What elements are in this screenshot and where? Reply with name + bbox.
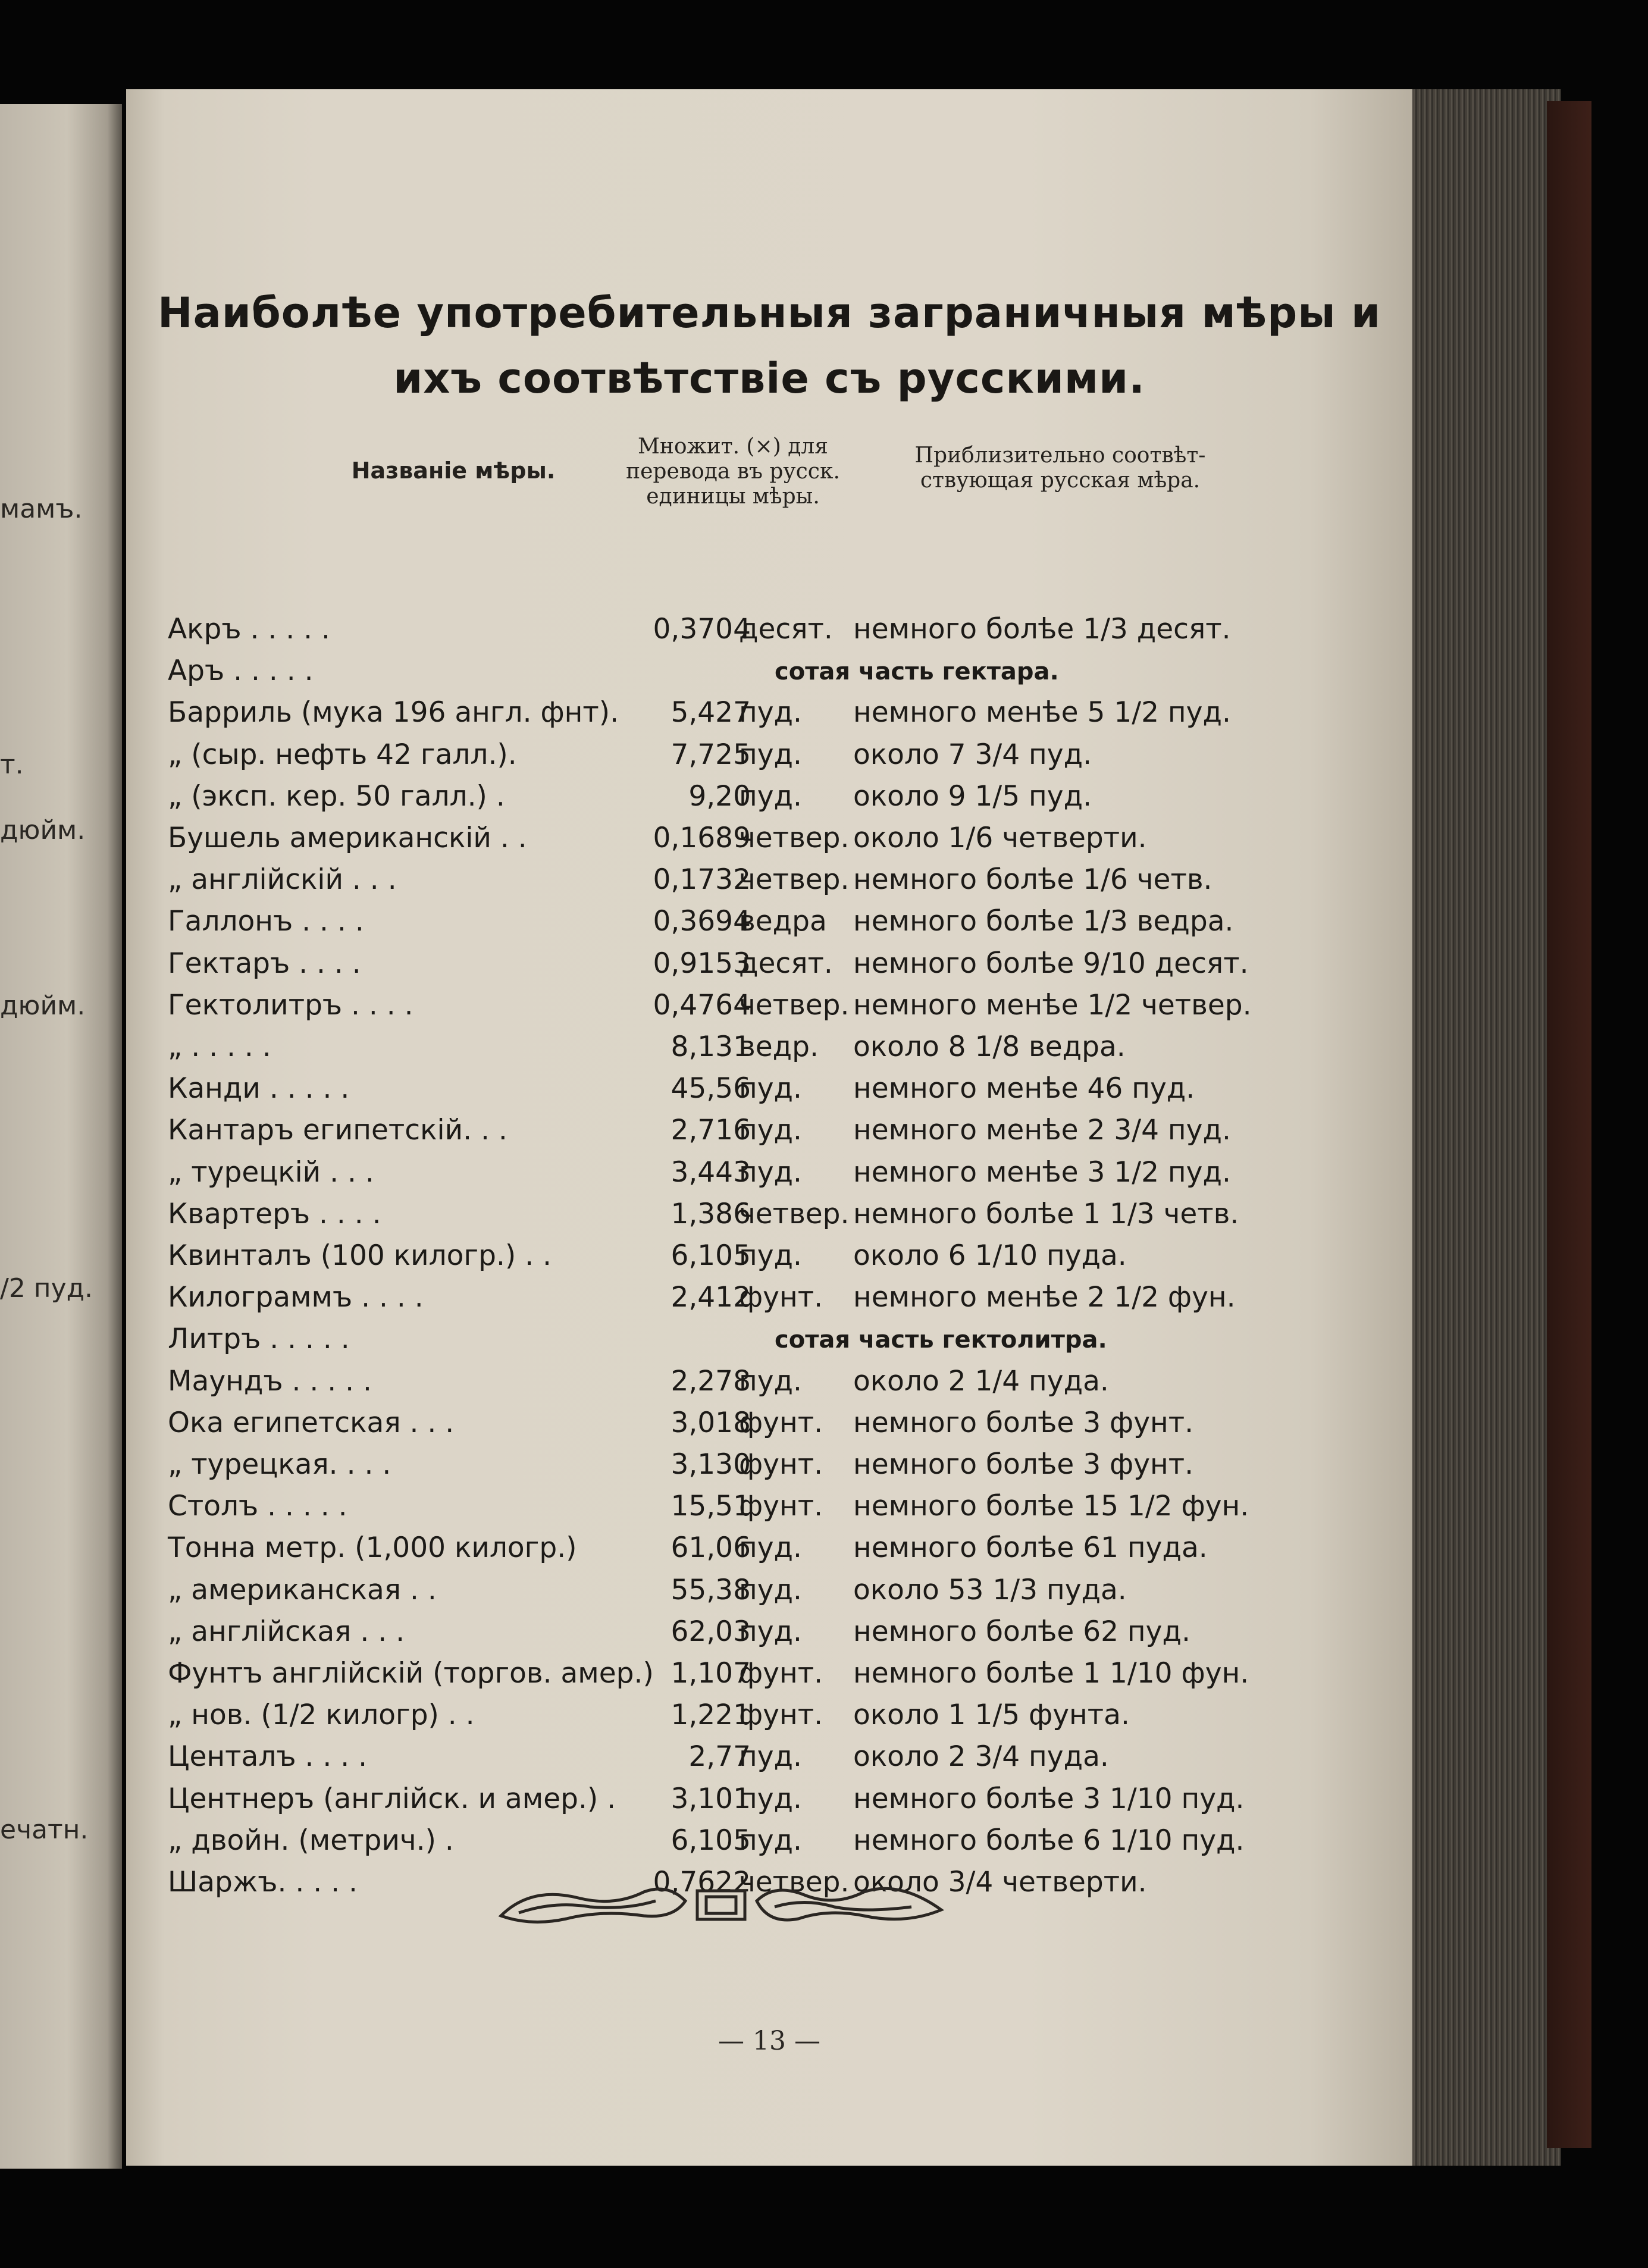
measure-approximation: немного болѣе 1 1/10 фун.: [853, 1657, 1249, 1690]
measure-approximation: немного болѣе 1 1/3 четв.: [853, 1198, 1239, 1230]
measure-approximation: немного менѣе 2 3/4 пуд.: [853, 1114, 1231, 1146]
column-header-multiplier: [602, 434, 864, 509]
left-page-fragment: /2 пуд.: [0, 1273, 93, 1304]
ornament-divider: [495, 1874, 947, 1934]
measure-approximation: немного менѣе 1/2 четвер.: [853, 989, 1252, 1022]
measure-multiplier: 3,101: [671, 1783, 751, 1815]
book-page-edges: [1412, 89, 1561, 2166]
table-row: [126, 1615, 1412, 1656]
measure-unit: пуд.: [739, 1156, 802, 1189]
measure-unit: пуд.: [739, 1740, 802, 1773]
measure-unit: фунт.: [739, 1448, 823, 1481]
measure-approximation: немного болѣе 3 фунт.: [853, 1448, 1194, 1481]
measure-approximation: немного болѣе 6 1/10 пуд.: [853, 1824, 1245, 1857]
table-row: [126, 1740, 1412, 1781]
measure-name: Тонна метр. (1,000 килогр.): [168, 1531, 577, 1564]
measure-name: „ нов. (1/2 килогр) . .: [168, 1699, 475, 1731]
left-page-fragment: дюйм.: [0, 815, 86, 845]
measure-multiplier: 0,9153: [653, 947, 751, 980]
measure-unit: пуд.: [739, 1574, 802, 1606]
measure-multiplier: 0,3694: [653, 905, 751, 938]
measure-multiplier: 5,427: [671, 696, 751, 729]
table-row: [126, 863, 1412, 904]
measure-unit: пуд.: [739, 1783, 802, 1815]
measure-multiplier: 45,56: [671, 1072, 751, 1105]
left-page-fragment: т.: [0, 750, 24, 780]
measure-name: Центалъ . . . .: [168, 1740, 368, 1773]
measure-name: Канди . . . . .: [168, 1072, 350, 1105]
measure-approximation: немного болѣе 62 пуд.: [853, 1615, 1190, 1648]
left-page-fragment: мамъ.: [0, 494, 83, 524]
measure-approximation: около 53 1/3 пуда.: [853, 1574, 1127, 1606]
measure-unit: четвер.: [739, 863, 850, 896]
left-page-fragment: ечатн.: [0, 1815, 89, 1845]
table-row: [126, 1406, 1412, 1447]
page-title: Наиболѣе употребительныя заграничныя мѣры и: [157, 289, 1381, 337]
table-row: [126, 822, 1412, 862]
measure-name: „ (эксп. кер. 50 галл.) .: [168, 780, 505, 813]
measure-multiplier: 2,77: [688, 1740, 751, 1773]
table-row: [126, 947, 1412, 988]
right-page: [126, 89, 1412, 2166]
measure-multiplier: 9,20: [688, 780, 751, 813]
measure-multiplier: 3,130: [671, 1448, 751, 1481]
measure-multiplier: 2,716: [671, 1114, 751, 1146]
measure-approximation: около 8 1/8 ведра.: [853, 1030, 1126, 1063]
column-header-approximate-line: ствующая русская мѣра.: [920, 468, 1201, 493]
measure-name: Столъ . . . . .: [168, 1490, 347, 1523]
measure-name: „ (сыр. нефть 42 галл.).: [168, 738, 517, 771]
measure-multiplier: 3,018: [671, 1406, 751, 1439]
measure-unit: четвер.: [739, 822, 850, 854]
table-row: [126, 905, 1412, 945]
table-row: [126, 1323, 1412, 1363]
table-row: [126, 1281, 1412, 1321]
measure-name: Литръ . . . . .: [168, 1323, 350, 1355]
measure-name: Ока египетская . . .: [168, 1406, 455, 1439]
measure-multiplier: 2,278: [671, 1365, 751, 1398]
table-row: [126, 1824, 1412, 1865]
table-row: [126, 1239, 1412, 1280]
measure-multiplier: 0,4764: [653, 989, 751, 1022]
measure-name: Гектаръ . . . .: [168, 947, 361, 980]
measure-approximation: немного болѣе 61 пуда.: [853, 1531, 1208, 1564]
measure-unit: ведр.: [739, 1030, 819, 1063]
measure-unit: фунт.: [739, 1490, 823, 1523]
column-header-multiplier-line: Множит. (×) для: [638, 434, 828, 459]
measure-name: „ двойн. (метрич.) .: [168, 1824, 454, 1857]
table-row: [126, 1072, 1412, 1113]
measure-approximation: немного болѣе 3 1/10 пуд.: [853, 1783, 1245, 1815]
measure-approximation: около 1 1/5 фунта.: [853, 1699, 1130, 1731]
table-row: [126, 1783, 1412, 1823]
column-header-approximate: [876, 443, 1245, 493]
table-row: [126, 696, 1412, 737]
measure-name: Кантаръ египетскій. . .: [168, 1114, 507, 1146]
table-row: [126, 1030, 1412, 1071]
measure-unit: пуд.: [739, 1114, 802, 1146]
table-row: [126, 1490, 1412, 1530]
measure-name: Килограммъ . . . .: [168, 1281, 424, 1314]
measure-multiplier: 1,221: [671, 1699, 751, 1731]
table-row: [126, 613, 1412, 653]
measure-name: Бушель американскій . .: [168, 822, 527, 854]
measure-approximation: около 2 1/4 пуда.: [853, 1365, 1109, 1398]
measure-unit: четвер.: [739, 1866, 850, 1899]
measure-unit: пуд.: [739, 1615, 802, 1648]
measure-name: Центнеръ (англійск. и амер.) .: [168, 1783, 616, 1815]
measure-unit: пуд.: [739, 696, 802, 729]
measure-name: „ англійскій . . .: [168, 863, 397, 896]
measure-unit: ведра: [739, 905, 827, 938]
left-page: [0, 104, 122, 2169]
measure-unit: фунт.: [739, 1406, 823, 1439]
page-subtitle: ихъ соотвѣтствіе съ русскими.: [393, 354, 1145, 403]
measure-approximation: немного менѣе 3 1/2 пуд.: [853, 1156, 1231, 1189]
measure-multiplier: 62,03: [671, 1615, 751, 1648]
table-row: [126, 1198, 1412, 1238]
table-row: [126, 1657, 1412, 1697]
measure-multiplier: 8,131: [671, 1030, 751, 1063]
measure-unit: пуд.: [739, 1365, 802, 1398]
measure-unit: четвер.: [739, 1198, 850, 1230]
measure-name: Галлонъ . . . .: [168, 905, 364, 938]
measure-approximation: немного болѣе 9/10 десят.: [853, 947, 1249, 980]
table-row: [126, 1114, 1412, 1154]
measure-approximation: немного менѣе 46 пуд.: [853, 1072, 1195, 1105]
measure-multiplier: 3,443: [671, 1156, 751, 1189]
measure-name: Гектолитръ . . . .: [168, 989, 413, 1022]
measure-multiplier: 55,38: [671, 1574, 751, 1606]
measure-multiplier: 1,107: [671, 1657, 751, 1690]
measure-multiplier: 6,105: [671, 1824, 751, 1857]
measure-note: сотая часть гектолитра.: [775, 1326, 1107, 1354]
measure-name: „ . . . . .: [168, 1030, 271, 1063]
table-row: [126, 1448, 1412, 1489]
measure-name: Фунтъ англійскій (торгов. амер.): [168, 1657, 654, 1690]
measure-approximation: около 1/6 четверти.: [853, 822, 1147, 854]
measure-unit: десят.: [739, 947, 833, 980]
measure-name: „ турецкій . . .: [168, 1156, 374, 1189]
measure-unit: четвер.: [739, 989, 850, 1022]
measure-name: „ англійская . . .: [168, 1615, 405, 1648]
table-row: [126, 1574, 1412, 1614]
measure-unit: пуд.: [739, 1531, 802, 1564]
table-row: [126, 1699, 1412, 1739]
measure-multiplier: 7,725: [671, 738, 751, 771]
measure-unit: пуд.: [739, 738, 802, 771]
column-header-approximate-line: Приблизительно соотвѣт-: [914, 443, 1206, 468]
table-row: [126, 989, 1412, 1029]
measure-name: Аръ . . . . .: [168, 654, 314, 687]
measure-unit: фунт.: [739, 1699, 823, 1731]
measure-name: „ турецкая. . . .: [168, 1448, 391, 1481]
measure-multiplier: 0,1732: [653, 863, 751, 896]
measure-unit: пуд.: [739, 1072, 802, 1105]
measure-unit: фунт.: [739, 1281, 823, 1314]
measure-name: Барриль (мука 196 англ. фнт).: [168, 696, 619, 729]
measure-unit: пуд.: [739, 780, 802, 813]
measure-unit: пуд.: [739, 1824, 802, 1857]
table-row: [126, 1365, 1412, 1405]
measure-approximation: немного болѣе 1/3 десят.: [853, 613, 1231, 646]
table-row: [126, 1531, 1412, 1572]
measure-multiplier: 2,412: [671, 1281, 751, 1314]
measure-name: Квинталъ (100 килогр.) . .: [168, 1239, 552, 1272]
table-row: [126, 780, 1412, 820]
measure-multiplier: 61,06: [671, 1531, 751, 1564]
table-row: [126, 738, 1412, 779]
measure-name: „ американская . .: [168, 1574, 437, 1606]
measure-name: Маундъ . . . . .: [168, 1365, 372, 1398]
measure-note: сотая часть гектара.: [775, 658, 1059, 685]
measure-name: Квартеръ . . . .: [168, 1198, 381, 1230]
measure-unit: десят.: [739, 613, 833, 646]
page-number: — 13 —: [718, 2026, 820, 2056]
measure-approximation: около 7 3/4 пуд.: [853, 738, 1092, 771]
measure-unit: пуд.: [739, 1239, 802, 1272]
measure-approximation: немного болѣе 1/6 четв.: [853, 863, 1212, 896]
measure-approximation: около 6 1/10 пуда.: [853, 1239, 1127, 1272]
measure-multiplier: 0,7622: [653, 1866, 751, 1899]
left-page-fragment: дюйм.: [0, 991, 86, 1021]
measure-multiplier: 1,386: [671, 1198, 751, 1230]
measure-multiplier: 0,1689: [653, 822, 751, 854]
measure-multiplier: 15,51: [671, 1490, 751, 1523]
table-row: [126, 1156, 1412, 1196]
measure-multiplier: 0,3704: [653, 613, 751, 646]
measure-approximation: немного болѣе 1/3 ведра.: [853, 905, 1234, 938]
measure-name: Акръ . . . . .: [168, 613, 330, 646]
table-row: [126, 654, 1412, 695]
measure-approximation: немного менѣе 2 1/2 фун.: [853, 1281, 1236, 1314]
measure-name: Шаржъ. . . . .: [168, 1866, 358, 1899]
column-header-multiplier-line: единицы мѣры.: [646, 484, 820, 509]
book-cover-edge: [1547, 101, 1591, 2148]
column-header-name: Названіе мѣры.: [351, 458, 556, 484]
measure-unit: фунт.: [739, 1657, 823, 1690]
column-header-multiplier-line: перевода въ русск.: [626, 459, 840, 484]
measure-multiplier: 6,105: [671, 1239, 751, 1272]
measure-approximation: около 9 1/5 пуд.: [853, 780, 1092, 813]
measure-approximation: около 2 3/4 пуда.: [853, 1740, 1109, 1773]
measure-approximation: немного болѣе 15 1/2 фун.: [853, 1490, 1249, 1523]
measure-approximation: немного менѣе 5 1/2 пуд.: [853, 696, 1231, 729]
measure-approximation: немного болѣе 3 фунт.: [853, 1406, 1194, 1439]
measure-approximation: около 3/4 четверти.: [853, 1866, 1147, 1899]
